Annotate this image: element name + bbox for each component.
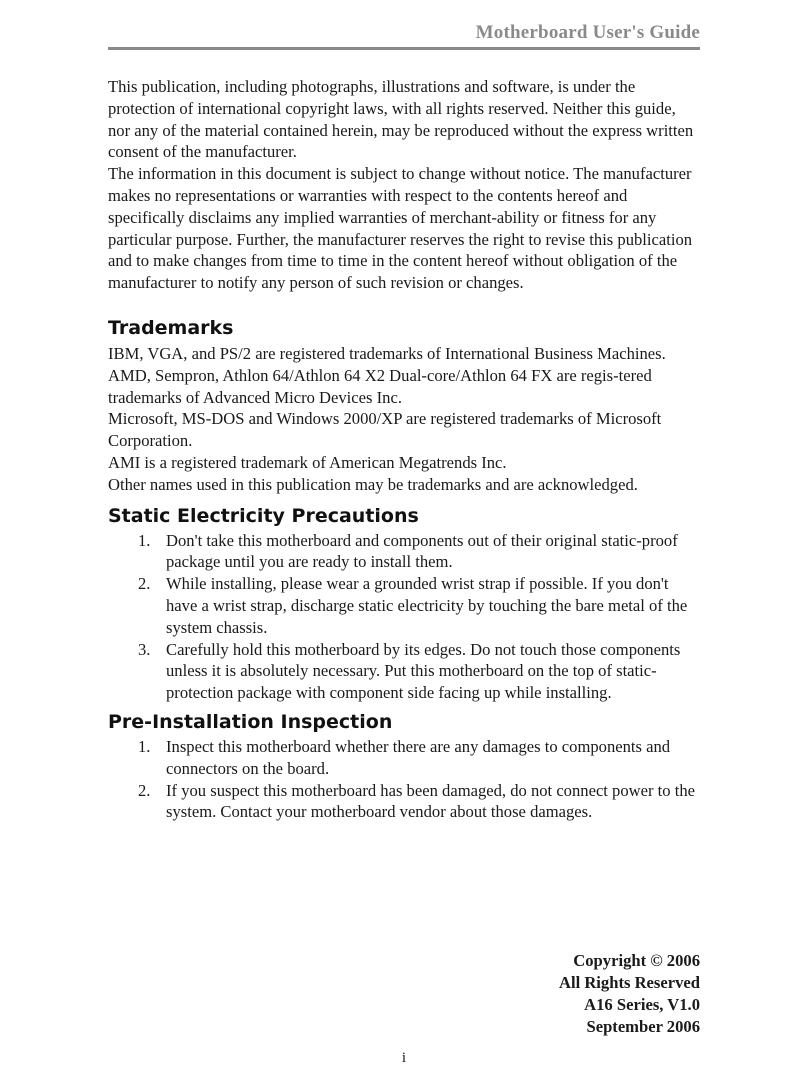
trademark-line: AMI is a registered trademark of American Megatrends Inc. [108,452,507,472]
header-rule [108,47,700,50]
list-item-number: 1. [138,530,151,550]
copyright-block [559,950,700,1038]
list-item-text: If you suspect this motherboard has been damaged, do not connect power to the system. Contact your motherboard vendor about those damages. [166,780,696,822]
list-item-number: 2. [138,780,151,800]
list-item [108,736,700,780]
list-item-text: Inspect this motherboard whether there are any damages to components and connectors on the board. [166,736,671,778]
page-body [108,76,700,823]
list-item-number: 2. [138,574,151,594]
copyright-line: Copyright © 2006 [573,951,700,970]
list-item-number: 1. [138,736,151,756]
trademark-line: IBM, VGA, and PS/2 are registered trademarks of International Business Machines. [108,343,666,363]
trademarks-heading: Trademarks [108,316,234,339]
version-line: A16 Series, V1.0 [584,995,700,1014]
list-item [108,780,700,824]
list-item [108,530,700,574]
list-item-text: Carefully hold this motherboard by its edges. Do not touch those components unless it is absolutely necessary. Put this motherboard on the top of static-protection package with component side facing up while installing. [166,639,681,703]
running-header-title: Motherboard User's Guide [475,22,700,43]
list-item-text: Don't take this motherboard and components out of their original static-proof package until you are ready to install them. [166,530,678,572]
trademark-line: AMD, Sempron, Athlon 64/Athlon 64 X2 Dual-core/Athlon 64 FX are regis-tered trademarks of Advanced Micro Devices Inc. [108,365,652,407]
date-line: September 2006 [586,1017,700,1036]
pre-installation-list [108,736,700,823]
intro-paragraph-1: This publication, including photographs, illustrations and software, is under the protection of international copyright laws, with all rights reserved. Neither this guide, nor any of the material contained herein, may be reproduced without the express written consent of the manufacturer. [108,77,694,162]
static-precautions-list [108,530,700,704]
pre-installation-heading: Pre-Installation Inspection [108,710,393,733]
rights-line: All Rights Reserved [558,973,700,992]
trademark-line: Other names used in this publication may be trademarks and are acknowledged. [108,474,638,494]
intro-paragraph-2: The information in this document is subject to change without notice. The manufacturer makes no representations or warranties with respect to the contents hereof and specifically disclaims any implied warranties of merchant-ability or fitness for any particular purpose. Further, the manufacturer reserves the right to revise this publication and to make changes from time to time in the content hereof without obligation of the manufacturer to notify any person of such revision or changes. [108,164,693,293]
list-item-text: While installing, please wear a grounded wrist strap if possible. If you don't have a wrist strap, discharge static electricity by touching the bare metal of the system chassis. [166,574,688,637]
page-number: i [401,1050,407,1066]
list-item [108,639,700,704]
list-item [108,573,700,638]
list-item-number: 3. [138,639,151,659]
trademark-line: Microsoft, MS-DOS and Windows 2000/XP are registered trademarks of Microsoft Corporation. [108,409,662,451]
static-precautions-heading: Static Electricity Precautions [108,504,419,527]
